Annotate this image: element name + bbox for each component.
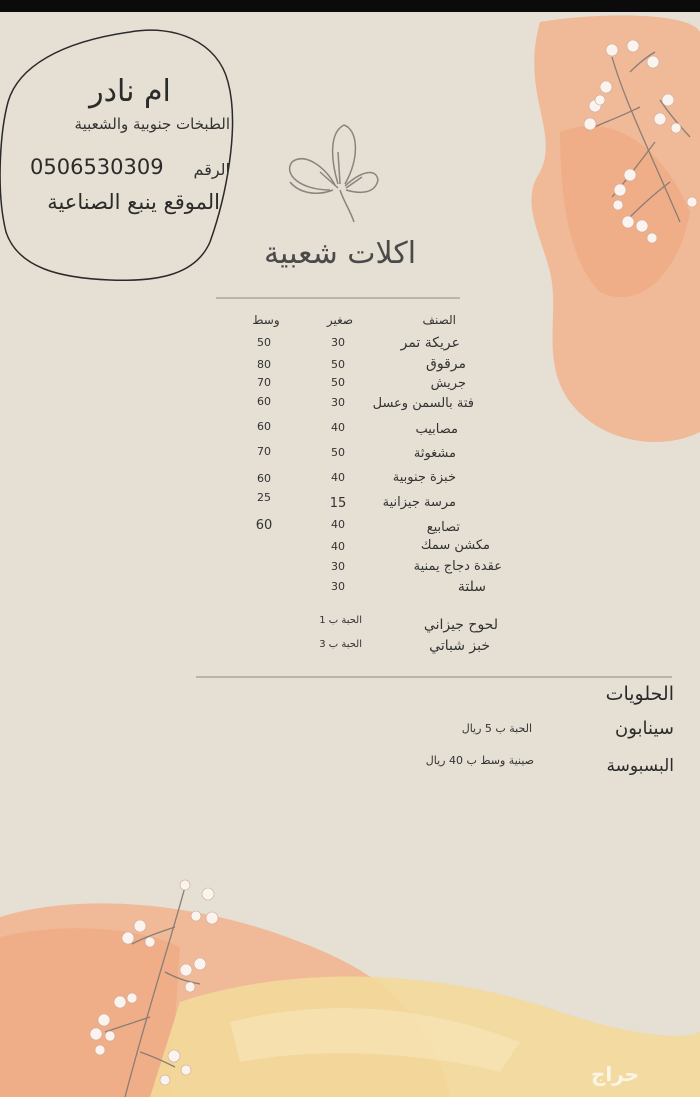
piece-item-name: خبز شباتي [429,638,490,654]
price-small: 50 [331,376,345,389]
price-medium: 60 [255,518,273,533]
item-name: خبزة جنوبية [392,470,456,485]
price-small: 50 [331,446,345,459]
item-name: عريكة تمر [400,335,460,351]
sweet-price: صينية وسط ب 40 ريال [425,754,534,767]
price-small: 50 [331,358,345,371]
price-small: 40 [331,540,345,553]
price-small: 30 [331,560,345,573]
price-small: 40 [331,518,345,531]
price-small: 40 [331,471,345,484]
column-header-medium: وسط [252,313,280,327]
column-header-small: صغير [326,313,354,327]
price-small: 30 [331,580,345,593]
piece-item-price: الحبة ب 3 [319,639,362,650]
price-small: 40 [331,421,345,434]
item-name: مشغوثة [413,446,456,461]
sweet-price: الحبة ب 5 ريال [461,722,532,735]
price-medium: 60 [257,472,271,485]
item-name: فتة بالسمن وعسل [372,396,474,411]
item-name: مصابيب [415,422,458,437]
price-small: 30 [331,336,345,349]
price-medium: 70 [257,445,271,458]
price-medium: 70 [257,376,271,389]
item-name: سلتة [457,579,486,595]
shop-name: ام نادر [89,74,171,109]
piece-item-name: لحوح جيزاني [423,617,498,633]
sweet-name: البسبوسة [606,756,674,776]
item-name: مرسة جيزانية [382,495,456,510]
sweet-name: سينابون [615,718,674,739]
flower-line-icon [290,125,378,222]
sweets-title: الحلويات [605,683,674,705]
item-name: تصابيع [426,520,460,535]
price-small: 30 [331,396,345,409]
item-name: مكشن سمك [420,538,490,553]
price-medium: 60 [257,420,271,433]
price-medium: 25 [257,491,271,504]
item-name: مرقوق [425,356,466,372]
price-medium: 60 [257,395,271,408]
column-header-item: الصنف [422,313,456,327]
menu-title: اكلات شعبية [263,236,417,271]
price-medium: 80 [257,358,271,371]
site-watermark: حراج [590,1062,640,1086]
phone-label: الرقم [193,160,230,179]
menu-page [0,12,700,1097]
peach-wash-bottom-dark [0,928,180,1097]
price-medium: 50 [257,336,271,349]
item-name: جريش [430,376,466,391]
phone-number[interactable]: 0506530309 [30,155,164,179]
location-text: الموقع ينبع الصناعية [47,190,220,214]
price-small: 15 [329,496,347,511]
shop-subtitle: الطبخات جنوبية والشعبية [74,115,230,133]
piece-item-price: الحبة ب 1 [319,615,362,626]
item-name: عقدة دجاج يمنية [413,559,502,574]
